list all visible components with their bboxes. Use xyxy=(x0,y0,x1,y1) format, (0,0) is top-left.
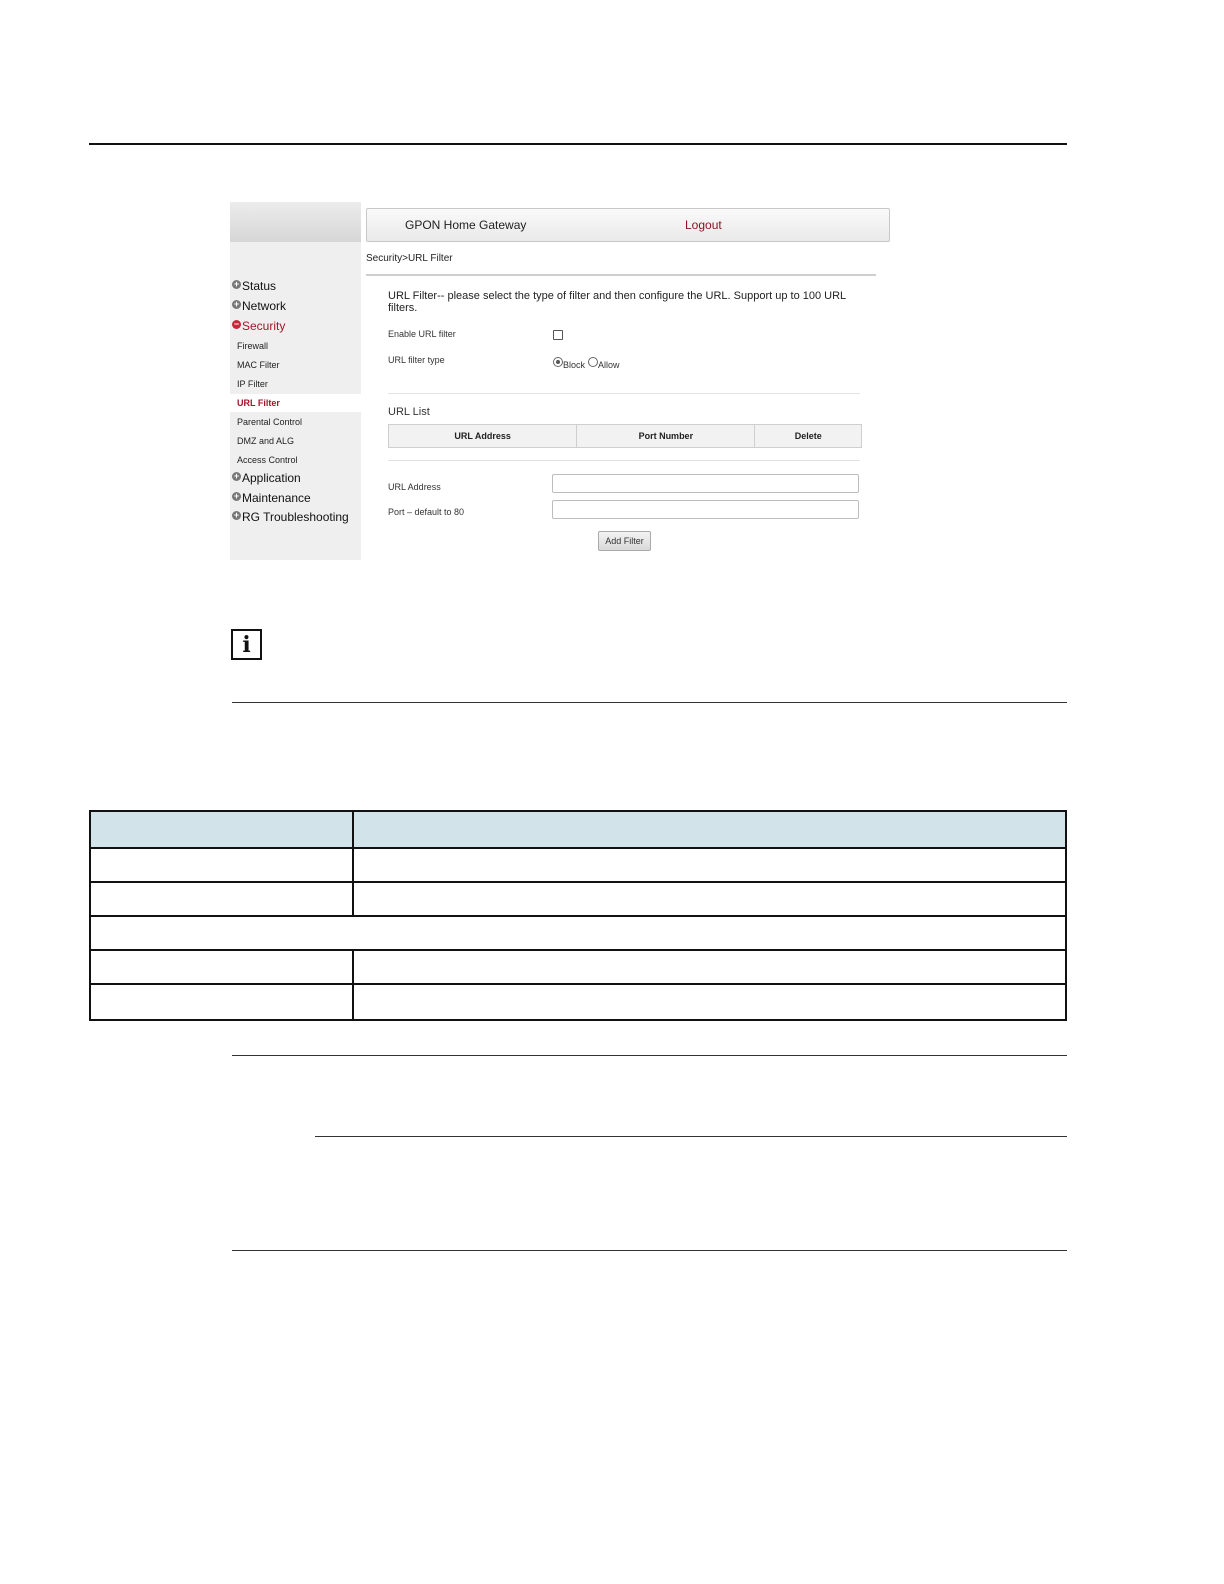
gateway-title: GPON Home Gateway xyxy=(405,218,527,232)
note-top-rule xyxy=(232,1055,1067,1056)
breadcrumb: Security>URL Filter xyxy=(366,253,453,264)
allow-label: Allow xyxy=(598,360,620,370)
table-cell xyxy=(90,984,353,1020)
table-header-cell xyxy=(353,811,1066,848)
url-filter-screenshot xyxy=(230,202,892,562)
section-divider xyxy=(388,460,860,461)
gateway-header xyxy=(366,208,890,242)
sidebar-item-ip-filter[interactable]: IP Filter xyxy=(237,379,268,389)
table-cell xyxy=(353,882,1066,916)
col-delete: Delete xyxy=(794,431,822,441)
sidebar-item-dmz-alg[interactable]: DMZ and ALG xyxy=(237,436,295,446)
table-row xyxy=(90,950,1066,984)
sidebar-item-security[interactable]: − Security xyxy=(233,319,286,333)
parameter-table xyxy=(89,810,1067,1021)
table-cell xyxy=(90,916,1066,950)
table-cell xyxy=(90,950,353,984)
table-row xyxy=(90,882,1066,916)
url-address-input[interactable] xyxy=(552,474,859,493)
expand-icon: + xyxy=(233,279,240,289)
port-input[interactable] xyxy=(552,500,859,519)
sidebar-item-firewall[interactable]: Firewall xyxy=(237,341,269,351)
url-filter-intro: URL Filter-- please select the type of filter and then configure the URL. Support up to 100 URL filters. xyxy=(388,290,846,314)
table-cell xyxy=(353,848,1066,882)
table-row xyxy=(90,984,1066,1020)
url-list-title: URL List xyxy=(388,406,430,418)
sidebar-item-url-filter[interactable]: URL Filter xyxy=(237,398,280,408)
sidebar-header xyxy=(230,202,361,242)
table-section-row xyxy=(90,916,1066,950)
sidebar-item-mac-filter[interactable]: MAC Filter xyxy=(237,360,280,370)
add-filter-button[interactable]: Add Filter xyxy=(598,531,651,551)
info-icon: i xyxy=(231,629,262,660)
page-top-rule xyxy=(89,143,1067,145)
sidebar-item-parental-control[interactable]: Parental Control xyxy=(237,417,303,427)
url-address-label: URL Address xyxy=(388,482,441,492)
table-cell xyxy=(90,882,353,916)
logout-link[interactable]: Logout xyxy=(685,218,722,232)
url-list-table xyxy=(388,424,862,448)
table-header-cell xyxy=(90,811,353,848)
sidebar-item-access-control[interactable]: Access Control xyxy=(237,455,298,465)
expand-icon: + xyxy=(233,491,240,501)
section-divider xyxy=(388,393,860,394)
note-bottom-rule xyxy=(232,1250,1067,1251)
url-filter-type-label: URL filter type xyxy=(388,355,445,365)
table-header-row xyxy=(90,811,1066,848)
sidebar-item-status[interactable]: + Status xyxy=(233,279,277,293)
note-bottom-rule xyxy=(232,702,1067,703)
expand-icon: + xyxy=(233,471,240,481)
collapse-icon: − xyxy=(233,319,240,329)
breadcrumb-divider xyxy=(366,274,876,276)
block-radio[interactable] xyxy=(553,357,563,367)
expand-icon: + xyxy=(233,299,240,309)
table-cell xyxy=(353,984,1066,1020)
table-cell xyxy=(353,950,1066,984)
sidebar-item-rg-troubleshooting[interactable]: + RG Troubleshooting xyxy=(233,510,349,524)
sidebar-item-application[interactable]: + Application xyxy=(233,471,301,485)
block-label: Block xyxy=(563,360,586,370)
enable-url-filter-checkbox[interactable] xyxy=(553,330,563,340)
col-url-address: URL Address xyxy=(389,425,577,447)
expand-icon: + xyxy=(233,510,240,520)
col-port-number: Port Number xyxy=(577,425,755,447)
table-row xyxy=(90,848,1066,882)
sidebar-item-network[interactable]: + Network xyxy=(233,299,287,313)
port-label: Port – default to 80 xyxy=(388,507,465,517)
sidebar-item-maintenance[interactable]: + Maintenance xyxy=(233,491,311,505)
table-cell xyxy=(90,848,353,882)
allow-radio[interactable] xyxy=(588,357,598,367)
step-rule xyxy=(315,1136,1067,1137)
enable-url-filter-label: Enable URL filter xyxy=(388,329,456,339)
